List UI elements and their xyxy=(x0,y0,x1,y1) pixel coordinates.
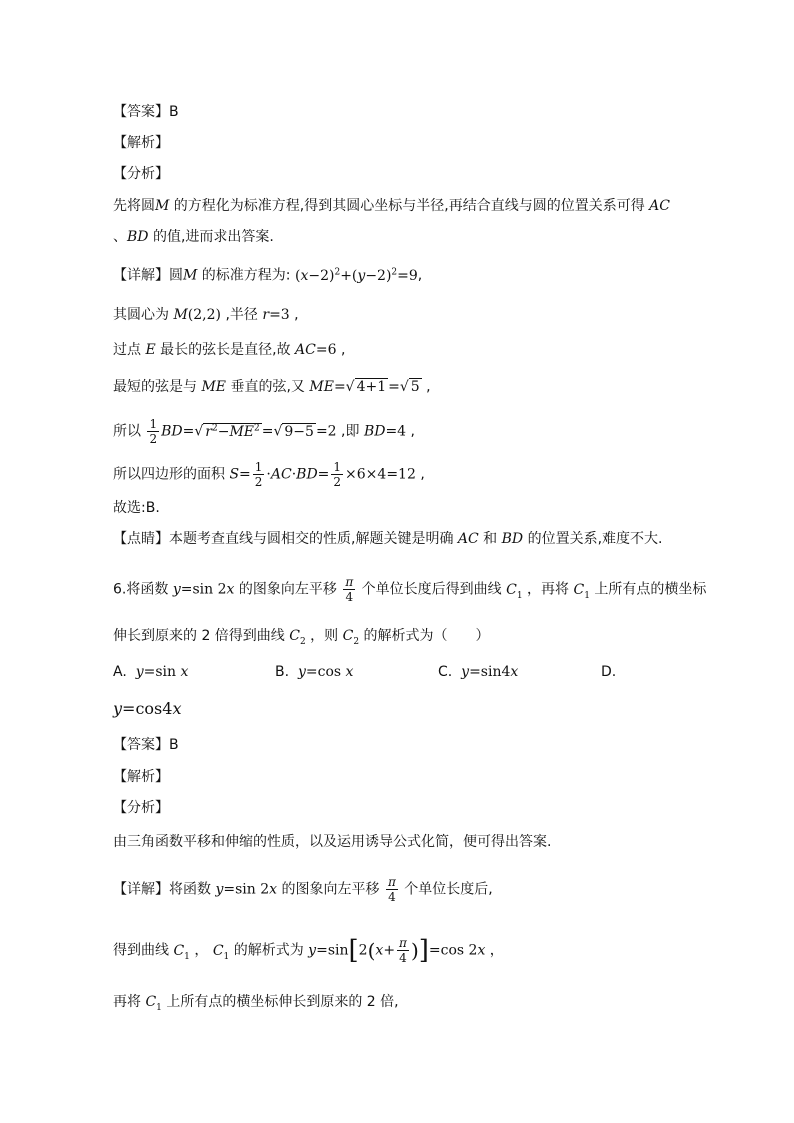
fraction-pi-over-4: $\frac{\pi}{4}$ xyxy=(345,575,354,604)
q5-choose-line: 故选:B. xyxy=(113,500,160,516)
q6-stem-line2: 伸长到原来的 2 倍得到曲线 $C_2$ ，则 $C_2$ 的解析式为（ ） xyxy=(113,628,490,647)
q6-analysis-tag: 【解析】 xyxy=(113,769,169,785)
q5-fenxi-tag: 【分析】 xyxy=(113,166,169,182)
q6-detail-line1: 【详解】将函数 y=sin 2x 的图象向左平移 $\frac{\pi}{4}$ 个单位长度后, xyxy=(113,875,493,904)
option-b-label: B. xyxy=(275,664,290,680)
q6-options-row xyxy=(113,662,693,684)
q5-detail-line1: 【详解】圆M 的标准方程为: $(x-2)^2+(y-2)^2=9$, xyxy=(113,267,423,284)
fraction-half: $\frac{1}{2}$ xyxy=(254,460,263,489)
fraction-half: $\frac{1}{2}$ xyxy=(333,460,342,489)
option-d-label: D. xyxy=(601,664,617,680)
q6-detail-line3: 再将 $C_1$ 上所有点的横坐标伸长到原来的 2 倍, xyxy=(113,994,399,1013)
answer-tag: 【答案】 xyxy=(113,737,169,753)
q5-me-line: 最短的弦是与 ME 垂直的弦,又 ME=√ 4+1 =√ 5 , xyxy=(113,379,431,395)
dianjing-tag: 【点睛】 xyxy=(113,531,169,547)
q6-fenxi-tag: 【分析】 xyxy=(113,800,169,816)
q5-dianjing-line: 【点睛】本题考查直线与圆相交的性质,解题关键是明确 AC 和 BD 的位置关系,难度不大. xyxy=(113,531,663,547)
q5-area-line: 所以四边形的面积 S= $\frac{1}{2}$ ·AC·BD= $\frac{1}{2}$ ×6×4=12 , xyxy=(113,460,425,489)
q6-fenxi-line: 由三角函数平移和伸缩的性质，以及运用诱导公式化简，便可得出答案. xyxy=(113,834,552,850)
option-a-label: A. xyxy=(113,664,127,680)
option-c-label: C. xyxy=(438,664,453,680)
option-d xyxy=(601,662,616,682)
option-a: A. y=sin x xyxy=(113,664,189,680)
q5-bd-line: 所以 $\frac{1}{2}$ BD=√ $r^2-ME^2$ =√ 9−5 =2 ,即 BD=4 , xyxy=(113,417,415,446)
option-b: B. y=cos x xyxy=(275,664,354,680)
answer-value: B xyxy=(169,104,179,120)
q5-analysis-tag: 【解析】 xyxy=(113,135,169,151)
fraction-pi-over-4: $\frac{\pi}{4}$ xyxy=(399,936,407,965)
fraction-pi-over-4: $\frac{\pi}{4}$ xyxy=(387,875,396,904)
option-c: C. y=sin4x xyxy=(438,664,519,680)
q5-fenxi-line2: 、BD 的值,进而求出答案. xyxy=(113,229,274,245)
detail-tag: 【详解】 xyxy=(113,267,169,284)
detail-tag: 【详解】 xyxy=(113,881,169,898)
q5-fenxi-line1: 先将圆M 的方程化为标准方程,得到其圆心坐标与半径,再结合直线与圆的位置关系可得 AC xyxy=(113,198,670,214)
q6-stem-line1: 6.将函数 y=sin 2x 的图象向左平移 $\frac{\pi}{4}$ 个单位长度后得到曲线 $C_1$ ，再将 $C_1$ 上所有点的横坐标 xyxy=(113,575,707,604)
q5-answer-line xyxy=(113,102,179,122)
q6-detail-line2: 得到曲线 $C_1$ ， $C_1$ 的解析式为 y=sin[2(x+ $\frac{\pi}{4}$ )]=cos 2x ， xyxy=(113,935,504,966)
fraction-half: $\frac{1}{2}$ xyxy=(149,417,158,446)
q5-ac-line: 过点 E 最长的弦长是直径,故 AC=6 , xyxy=(113,342,346,358)
answer-tag: 【答案】 xyxy=(113,104,169,120)
q6-answer-line xyxy=(113,735,179,755)
option-d-formula: y=cos4x xyxy=(113,699,182,718)
answer-value: B xyxy=(169,737,179,753)
q5-center-line: 其圆心为 M(2,2) ,半径 r=3 , xyxy=(113,307,299,323)
